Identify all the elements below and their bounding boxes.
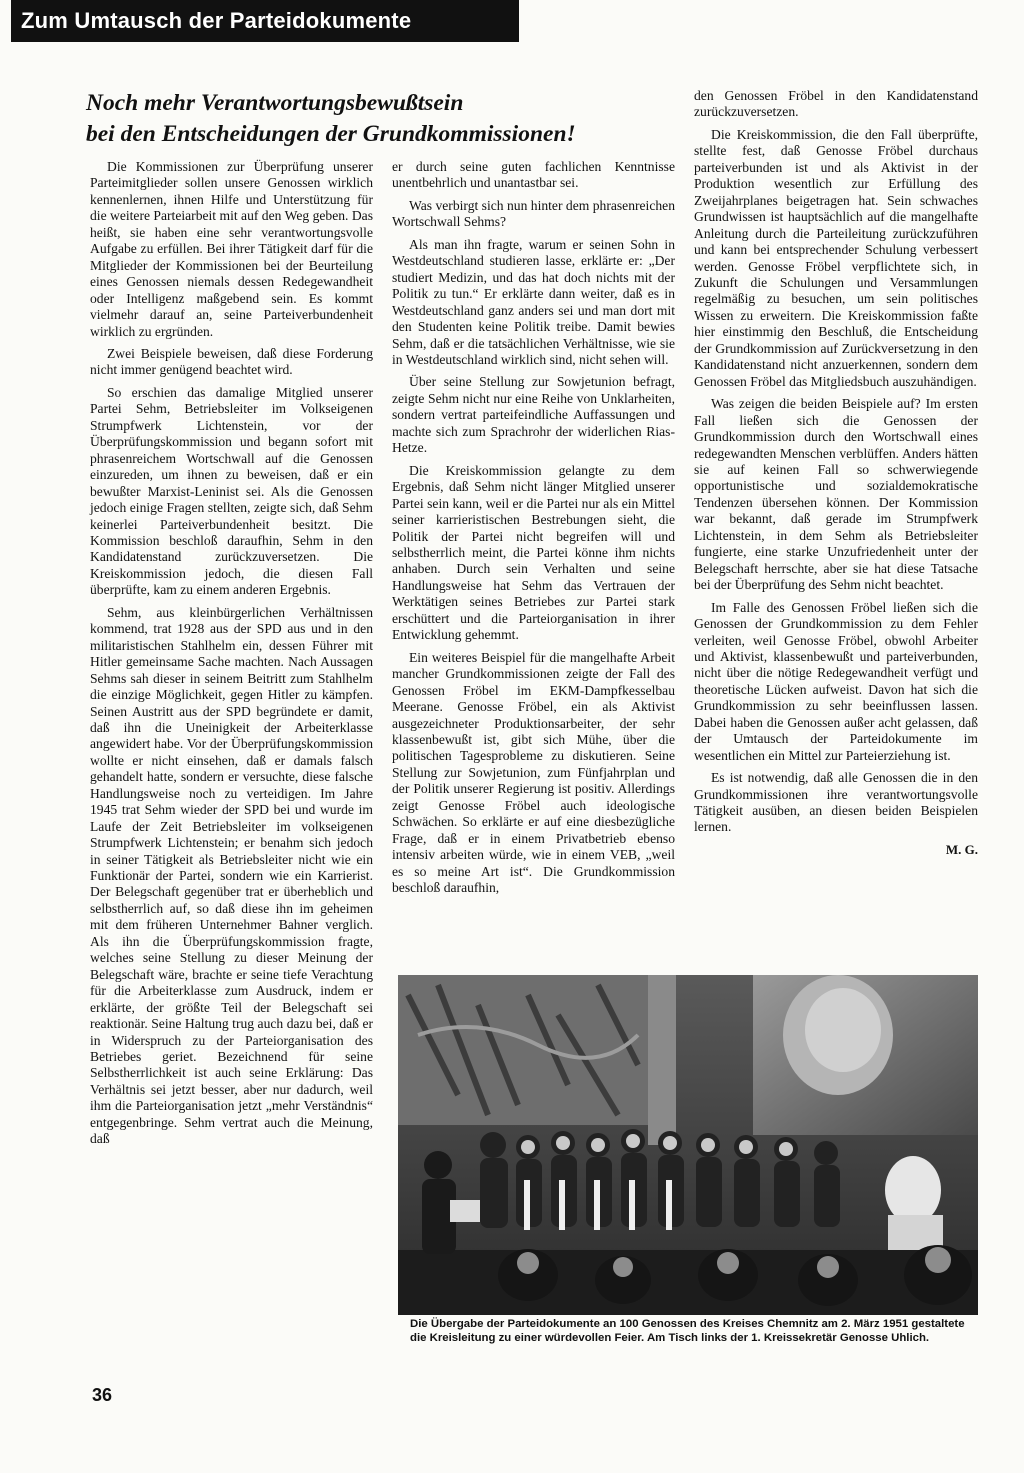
paragraph: Die Kreiskommission, die den Fall überprüfte, stellte fest, daß Genosse Fröbel durchaus parteiverbunden ist und als Aktivist in der Produktion wesentlich zur Erfüllung des Zweijahrplanes beigetragen hat. Sein schwaches Grundwissen ist hauptsächlich auf die mangelhafte Anleitung durch die Parteileitung zurückzuführen und kann bei entsprechender Schulung verbessert werden. Genosse Fröbel verpflichtete sich, in Zukunft die Schulungen und Versammlungen regelmäßig zu besuchen, um sein politisches Wissen zu erweitern. Die Kreiskommission faßte hier einstimmig den Beschluß, die Entscheidung der Grundkommission auf Zurückversetzung in den Kandidatenstand nicht anzuerkennen, sondern dem Genossen Fröbel das Mitgliedsbuch auszuhändigen. xyxy=(694,126,978,389)
paragraph: Was verbirgt sich nun hinter dem phrasenreichen Wortschwall Sehms? xyxy=(392,197,675,230)
section-header: Zum Umtausch der Parteidokumente xyxy=(11,0,519,42)
headline-line-2: bei den Entscheidungen der Grundkommissionen! xyxy=(86,121,576,147)
article-column-2 xyxy=(392,159,675,902)
headline-line-1: Noch mehr Verantwortungsbewußtsein xyxy=(86,90,464,116)
paragraph: Die Kreiskommission gelangte zu dem Ergebnis, daß Sehm nicht länger Mitglied unserer Partei sein kann, weil er die Partei nur als ein Mittel seiner karrieristischen Bestrebungen sieht, die Politik der Partei nicht begreifen will und selbstherrlich meint, die Partei könne ihm nichts anhaben. Durch sein Verhalten und seine Handlungsweise hat Sehm das Vertrauen der Werktätigen seines Betriebes zur Partei stark erschüttert und die Parteiorganisation in ihrer Entwicklung gehemmt. xyxy=(392,462,675,643)
page-number: 36 xyxy=(92,1385,113,1405)
paragraph: Über seine Stellung zur Sowjetunion befragt, zeigte Sehm nicht nur eine Reihe von Unklarheiten, sondern vertrat parteifeindliche Auffassungen und machte sich zum Sprachrohr der widerlichen Rias-Hetze. xyxy=(392,374,675,456)
article-headline xyxy=(86,88,686,150)
ceremony-photo-illustration xyxy=(398,975,978,1315)
ceremony-photo xyxy=(398,975,978,1315)
paragraph: Die Kommissionen zur Überprüfung unserer Parteimitglieder sollen unsere Genossen wirklich kennenlernen, ihnen Hilfe und Unterstützung für die weitere Parteiarbeit mit auf den Weg geben. Das heißt, sie haben eine sehr verantwortungsvolle Aufgabe zu erfüllen. Bei ihrer Tätigkeit darf für die Mitglieder der Kommissionen bei der Beurteilung eines Genossen niemals dessen Redegewandheit oder Intelligenz maßgebend sein. Es kommt vielmehr darauf an, seine Parteiverbundenheit wirklich zu ergründen. xyxy=(90,159,373,339)
article-column-3 xyxy=(694,88,978,858)
paragraph: Zwei Beispiele beweisen, daß diese Forderung nicht immer genügend beachtet wird. xyxy=(90,345,373,378)
paragraph: Als man ihn fragte, warum er seinen Sohn in Westdeutschland studieren lasse, erklärte er: „Der studiert Medizin, und das hat doch nichts mit der Politik zu tun.“ Er erklärte dann weiter, daß es in Westdeutschland ganz anders sei und man dort mit den Studenten keine Politik treibe. Damit bewies Sehm, daß er die tatsächlichen Verhältnisse, wie sie in Westdeutschland wirklich sind, nicht sehen will. xyxy=(392,236,675,367)
paragraph: den Genossen Fröbel in den Kandidatenstand zurückzuversetzen. xyxy=(694,88,978,120)
paragraph: Im Falle des Genossen Fröbel ließen sich die Genossen der Grundkommission zu dem Fehler verleiten, weil Genosse Fröbel, obwohl Arbeiter und Aktivist, klassenbewußt und parteiverbunden, nicht über die nötige Redegewandheit verfügt und theoretische Lücken aufweist. Davon hat sich die Grundkommission zu sehr beeinflussen lassen. Dabei haben die Genossen außer acht gelassen, daß der Umtausch der Parteidokumente im wesentlichen ein Mittel zur Parteierziehung ist. xyxy=(694,599,978,763)
photo-caption: Die Übergabe der Parteidokumente an 100 Genossen des Kreises Chemnitz am 2. März 1951 gestaltete die Kreisleitung zu einer würdevollen Feier. Am Tisch links der 1. Kreissekretär Genosse Uhlich. xyxy=(410,1318,965,1344)
paragraph: Sehm, aus kleinbürgerlichen Verhältnissen kommend, trat 1928 aus der SPD aus und in den militaristischen Stahlhelm ein, dessen Führer mit Hitler gemeinsame Sache machten. Nach Aussagen Sehms sah dieser in seinem Beitritt zum Stahlhelm die einzige Möglichkeit, gegen Hitler zu kämpfen. Seinen Austritt aus der SPD begründete er damit, daß ihn die Uneinigkeit der Arbeiterklasse angewidert habe. Vor der Überprüfungskommission wollte er nicht einsehen, daß er damals falsch gehandelt hatte, sondern er versuchte, diese falsche Handlungsweise noch zu verteidigen. Im Jahre 1945 trat Sehm wieder der SPD bei und wurde im Laufe der Zeit Betriebsleiter im volkseigenen Strumpfwerk Lichtenstein; er benahm sich jedoch in seiner Tätigkeit als Betriebsleiter nicht wie ein Funktionär der Partei, sondern wie ein Karrierist. Der Belegschaft gegenüber trat er überheblich und selbstherrlich auf, so daß diese ihn im geheimen mit dem früheren Unternehmer Bahner verglich. Als ihn die Überprüfungskommission fragte, welches seine Stellung zu dieser Meinung der Belegschaft wäre, brachte er seine tiefe Verachtung für die Arbeiterklasse zum Ausdruck, indem er erklärte, der größte Teil der Belegschaft sei reaktionär. Seine Haltung trug auch dazu bei, daß er in Widerspruch zu der Parteiorganisation des Betriebes geriet. Bezeichnend für seine Selbstherrlichkeit ist auch seine Erklärung: Das Verhältnis sei jetzt besser, aber nur dadurch, weil ihm die Parteiorganisation jetzt „mehr Verständnis“ entgegenbringe. Sehm vertrat auch die Meinung, daß xyxy=(90,604,373,1147)
paragraph: Was zeigen die beiden Beispiele auf? Im ersten Fall ließen sich die Genossen der Grundkommission durch den Wortschwall eines redegewandten Menschen verblüffen. Anders hätten sie auf keinen Fall so schwerwiegende opportunistische und sozialdemokratische Tendenzen übersehen können. Der Kommission war bekannt, daß gerade im Strumpfwerk Lichtenstein, in dem Sehm als Betriebsleiter fungierte, eine starke Unzufriedenheit unter der Belegschaft herrschte, aber sie hat diese Tatsache bei der Überprüfung des Sehm nicht beachtet. xyxy=(694,396,978,593)
paragraph: Es ist notwendig, daß alle Genossen die in den Grundkommissionen ihre verantwortungsvolle Tätigkeit ausüben, an diesen beiden Beispielen lernen. xyxy=(694,770,978,835)
paragraph: So erschien das damalige Mitglied unserer Partei Sehm, Betriebsleiter im Volkseigenen Strumpfwerk Lichtenstein, vor der Überprüfungskommission und begann sofort mit phrasenreichem Wortschwall auf die Genossen einzureden, um ihnen zu beweisen, daß er ein bewußter Marxist-Leninist sei. Als die Genossen jedoch einige Fragen stellten, zeigte sich, daß Sehm keinerlei Parteiverbundenheit besitzt. Die Kommission beschloß daraufhin, Sehm in den Kandidatenstand zurückzuversetzen. Die Kreiskommission jedoch, die diesen Fall überprüfte, kam zu einem anderen Ergebnis. xyxy=(90,384,373,598)
paragraph: Ein weiteres Beispiel für die mangelhafte Arbeit mancher Grundkommissionen zeigte der Fall des Genossen Fröbel im EKM-Dampfkesselbau Meerane. Genosse Fröbel, ein als Aktivist ausgezeichneter Produktionsarbeiter, der sehr klassenbewußt ist, gibt sich Mühe, über die politischen Tagesprobleme zu diskutieren. Seine Stellung zur Sowjetunion, zum Fünfjahrplan und der Politik unserer Regierung ist positiv. Allerdings zeigt Genosse Fröbel auch ideologische Schwächen. So erklärte er auf eine diesbezügliche Frage, daß er in einem Privatbetrieb ebenso intensiv arbeiten würde, wie in einem VEB, „weil es so meine Art ist“. Die Grundkommission beschloß daraufhin, xyxy=(392,649,675,896)
author-signature: M. G. xyxy=(945,841,978,857)
article-column-1 xyxy=(90,159,373,1154)
paragraph: er durch seine guten fachlichen Kenntnisse unentbehrlich und unantastbar sei. xyxy=(392,159,675,191)
